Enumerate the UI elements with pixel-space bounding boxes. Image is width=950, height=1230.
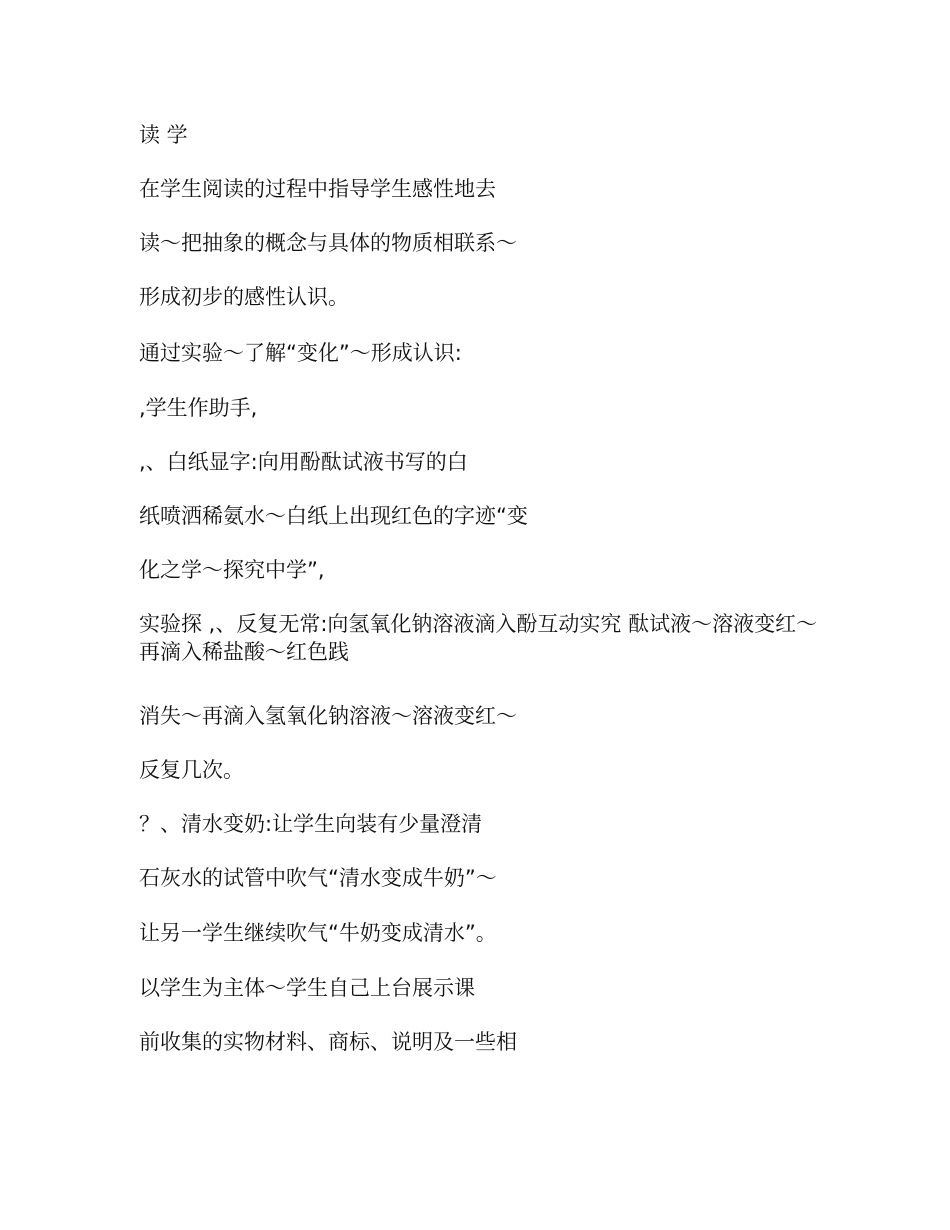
text-line: 形成初步的感性认识。: [139, 285, 349, 309]
text-line: 读～把抽象的概念与具体的物质相联系～: [139, 231, 517, 255]
heading-line: 读 学: [139, 123, 188, 147]
text-line: 让另一学生继续吹气“牛奶变成清水”。: [139, 921, 497, 945]
text-line: 在学生阅读的过程中指导学生感性地去: [139, 177, 496, 201]
text-line: 石灰水的试管中吹气“清水变成牛奶”～: [139, 866, 497, 890]
text-line: 消失～再滴入氢氧化钠溶液～溶液变红～: [139, 704, 517, 728]
text-line: 以学生为主体～学生自己上台展示课: [139, 976, 475, 1000]
text-line: 通过实验～了解“变化”～形成认识:: [139, 341, 462, 365]
text-line: 前收集的实物材料、商标、说明及一些相: [139, 1030, 517, 1054]
wrapped-text-paragraph: 实验探 ,、反复无常:向氢氧化钠溶液滴入酚互动实究 酞试液～溶液变红～再滴入稀盐酸～红色践: [139, 612, 818, 664]
text-line: ,、白纸显字:向用酚酞试液书写的白: [139, 450, 468, 474]
text-line: ,学生作助手,: [139, 396, 258, 420]
text-line: ？、清水变奶:让学生向装有少量澄清: [139, 812, 483, 836]
text-line: 反复几次。: [139, 758, 244, 782]
text-line: 纸喷洒稀氨水～白纸上出现红色的字迹“变: [139, 504, 528, 528]
text-line: 化之学～探究中学”,: [139, 558, 325, 582]
